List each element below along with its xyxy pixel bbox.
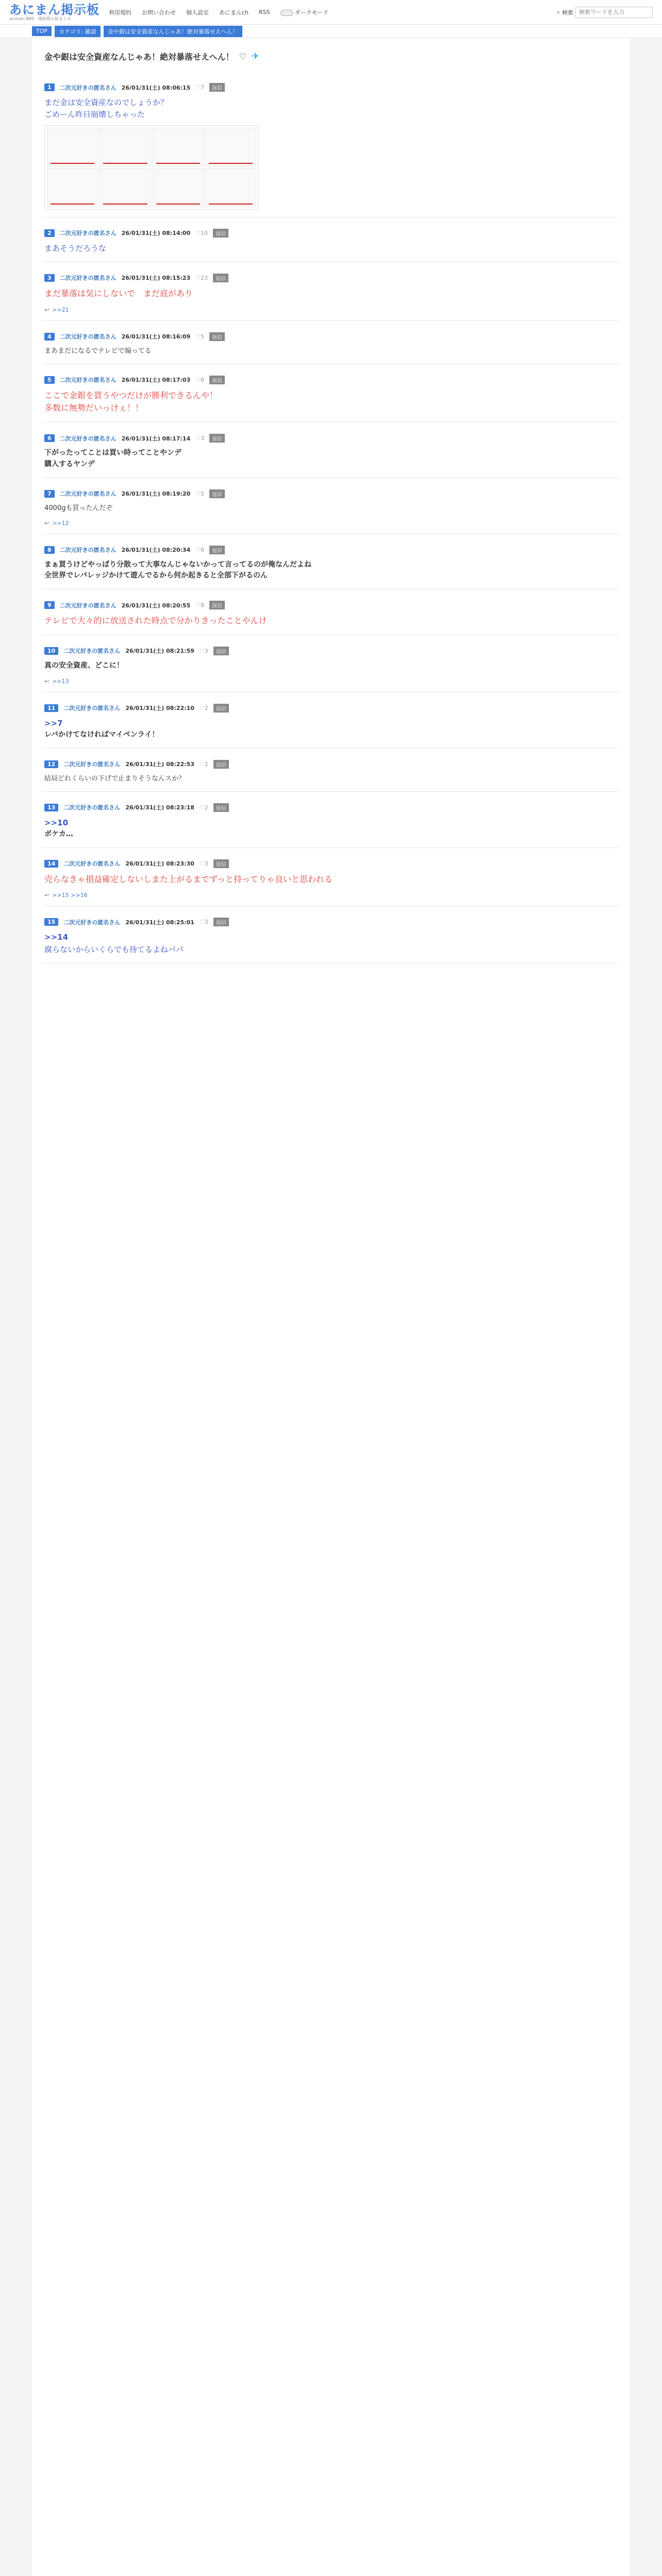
market-chart-tile — [153, 128, 204, 167]
poster-name: 二次元好きの匿名さん — [59, 547, 117, 554]
post-body — [44, 97, 618, 121]
chart-line — [103, 150, 147, 164]
market-chart-tile — [100, 168, 151, 207]
nav-rss[interactable]: RSS — [259, 9, 270, 15]
list-item — [42, 749, 620, 792]
market-chart-tile — [153, 168, 204, 207]
post-number[interactable]: 4 — [44, 333, 55, 341]
list-item — [42, 692, 620, 749]
post-number[interactable]: 6 — [44, 434, 55, 442]
search-icon[interactable]: ⌕ — [556, 8, 560, 15]
good-count[interactable]: ♡10 — [195, 229, 208, 236]
post-line: ここで金銀を買うやつだけが勝利できるんや！ — [44, 390, 218, 400]
post-header — [44, 704, 618, 713]
dark-mode-toggle[interactable] — [280, 8, 329, 16]
reply-button[interactable]: 返信 — [209, 83, 225, 92]
post-number[interactable]: 13 — [44, 804, 58, 811]
reply-refs — [44, 520, 618, 527]
breadcrumb-thread[interactable]: 金や銀は安全資産なんじゃあ！絶対暴落せえへん！ — [104, 26, 242, 37]
reply-anchor[interactable]: >>14 — [44, 933, 69, 942]
post-body — [44, 660, 618, 672]
post-body — [44, 448, 618, 470]
chart-line — [51, 150, 94, 164]
dark-mode-label: ダークモード — [294, 9, 329, 16]
post-header — [44, 601, 618, 609]
list-item — [42, 589, 620, 635]
reply-icon: ↩ — [44, 519, 49, 527]
list-item — [42, 478, 620, 534]
reply-refs — [44, 678, 618, 685]
post-body — [44, 503, 618, 514]
post-body — [44, 287, 618, 300]
post-body — [44, 346, 618, 357]
poster-name: 二次元好きの匿名さん — [63, 761, 121, 768]
market-chart-tile — [205, 168, 256, 207]
list-item — [42, 792, 620, 848]
reply-button[interactable]: 返信 — [213, 647, 229, 655]
poster-name: 二次元好きの匿名さん — [63, 919, 121, 926]
page-title: 金や銀は安全資産なんじゃあ！絶対暴落せえへん！ — [44, 52, 234, 62]
reply-anchor[interactable]: >>10 — [44, 818, 69, 827]
chart-line — [209, 191, 253, 205]
post-number[interactable]: 5 — [44, 376, 55, 384]
list-item — [42, 321, 620, 364]
post-header — [44, 859, 618, 868]
nav-terms[interactable]: 利用規約 — [109, 9, 131, 16]
good-count[interactable]: ♡2 — [199, 804, 208, 811]
reply-refs — [44, 892, 618, 899]
post-header — [44, 332, 618, 341]
post-date: 26/01/31(土) 08:23:30 — [125, 860, 194, 868]
reply-ref-link[interactable]: >>15 >>16 — [52, 892, 88, 899]
post-date: 26/01/31(土) 08:06:15 — [121, 84, 191, 91]
reply-button[interactable]: 返信 — [213, 229, 228, 238]
post-line: 下がったってことは買い時ってことやンデ — [44, 449, 181, 457]
post-number[interactable]: 14 — [44, 860, 58, 868]
market-chart-tile — [47, 128, 98, 167]
reply-ref-link[interactable]: >>13 — [52, 677, 69, 685]
post-line: 全世界でレバレッジかけて遊んでるから何か起きると全部下がるのん — [44, 571, 268, 580]
post-line: 多数に無勢だいっけぇ！！ — [44, 403, 144, 413]
thread-title-row — [42, 46, 620, 72]
good-count[interactable]: ♡8 — [195, 602, 205, 609]
reply-button[interactable]: 返信 — [213, 274, 228, 282]
post-header — [44, 647, 618, 655]
post-header — [44, 274, 618, 282]
post-date: 26/01/31(土) 08:25:01 — [125, 919, 194, 926]
post-line: ボケカ… — [44, 829, 73, 838]
post-number[interactable]: 7 — [44, 490, 55, 498]
post-line: まだ暴落は気にしないで まだ底があり — [44, 288, 193, 298]
breadcrumb-category[interactable]: カテゴリ: 雑談 — [55, 26, 101, 37]
post-date: 26/01/31(土) 08:21:59 — [125, 648, 194, 655]
thread-main — [32, 38, 630, 2576]
poster-name: 二次元好きの匿名さん — [59, 490, 117, 498]
post-header — [44, 83, 618, 92]
list-item — [42, 534, 620, 589]
poster-name: 二次元好きの匿名さん — [59, 435, 117, 442]
reply-button[interactable]: 返信 — [213, 918, 229, 926]
top-nav — [109, 8, 328, 16]
poster-name: 二次元好きの匿名さん — [59, 230, 117, 236]
post-date: 26/01/31(土) 08:23:18 — [125, 804, 194, 811]
list-item — [42, 422, 620, 478]
post-body — [44, 615, 618, 628]
poster-name: 二次元好きの匿名さん — [59, 333, 117, 341]
post-header — [44, 546, 618, 554]
reply-ref-link[interactable]: >>21 — [52, 306, 69, 313]
reply-button[interactable]: 返信 — [209, 489, 225, 498]
poster-name: 二次元好きの匿名さん — [59, 602, 117, 609]
post-date: 26/01/31(土) 08:17:03 — [121, 377, 191, 384]
post-line: まあまだになるでテレビで煽ってる — [44, 347, 152, 355]
post-list — [42, 72, 620, 963]
reply-icon: ↩ — [44, 306, 49, 313]
post-body — [44, 774, 618, 784]
reply-button[interactable]: 返信 — [213, 760, 229, 769]
logo-text[interactable]: あにまん掲示板 — [9, 2, 100, 17]
list-item — [42, 906, 620, 963]
good-count[interactable]: ♡3 — [195, 435, 205, 442]
toggle-switch-icon[interactable] — [280, 10, 293, 16]
post-line: 4000gも買ったんだぞ — [44, 504, 113, 512]
post-line: まぁ買うけどやっぱり分散って大事なんじゃないかって言ってるのが俺なんだよね — [44, 560, 311, 569]
post-line: 結局どれくらいの下げで止まりそうなんスか？ — [44, 774, 186, 783]
list-item — [42, 72, 620, 217]
post-number[interactable]: 2 — [44, 229, 55, 237]
post-number[interactable]: 3 — [44, 274, 55, 282]
post-date: 26/01/31(土) 08:14:00 — [121, 230, 191, 236]
nav-contact[interactable]: お問い合わせ — [142, 9, 176, 16]
post-header — [44, 760, 618, 769]
post-date: 26/01/31(土) 08:15:23 — [121, 275, 191, 282]
like-icon[interactable]: ♡ — [239, 52, 247, 61]
list-item — [42, 635, 620, 692]
nav-animanch[interactable]: あにまんch — [219, 9, 249, 16]
reply-ref-link[interactable]: >>12 — [52, 519, 69, 527]
post-line: 売らなきゃ損益確定しないしまた上がるまでずっと持ってりゃ良いと思われる — [44, 874, 333, 884]
post-header — [44, 918, 618, 926]
site-logo[interactable] — [9, 4, 100, 21]
post-body — [44, 389, 618, 415]
post-number[interactable]: 12 — [44, 760, 58, 768]
post-header — [44, 376, 618, 384]
search-input[interactable] — [575, 7, 653, 18]
post-date: 26/01/31(土) 08:22:53 — [125, 761, 194, 768]
reply-button[interactable]: 返信 — [209, 546, 225, 554]
chart-line — [156, 191, 200, 205]
good-count[interactable]: ♡3 — [199, 860, 208, 867]
reply-icon: ↩ — [44, 892, 49, 899]
post-line: テレビで大々的に放送された時点で分かりきったことやんけ — [44, 616, 267, 626]
poster-name: 二次元好きの匿名さん — [63, 648, 121, 655]
poster-name: 二次元好きの匿名さん — [63, 860, 121, 868]
reply-button[interactable]: 返信 — [209, 376, 225, 384]
poster-name: 二次元好きの匿名さん — [59, 275, 117, 282]
reply-refs — [44, 307, 618, 313]
reply-button[interactable]: 返信 — [213, 704, 229, 713]
post-body — [44, 243, 618, 255]
post-number[interactable]: 15 — [44, 918, 58, 926]
chart-line — [209, 150, 253, 164]
post-body — [44, 560, 618, 582]
reply-button[interactable]: 返信 — [213, 859, 229, 868]
twitter-share-icon[interactable]: ✈ — [252, 51, 260, 62]
breadcrumb-top[interactable]: TOP — [32, 26, 52, 36]
site-header — [0, 0, 662, 25]
post-number[interactable]: 9 — [44, 601, 55, 609]
reply-button[interactable]: 返信 — [209, 332, 225, 341]
post-date: 26/01/31(土) 08:17:14 — [121, 435, 191, 442]
breadcrumb — [0, 25, 662, 38]
post-body — [44, 718, 618, 741]
post-number[interactable]: 11 — [44, 704, 58, 712]
list-item — [42, 262, 620, 321]
post-date: 26/01/31(土) 08:20:55 — [121, 602, 191, 609]
poster-name: 二次元好きの匿名さん — [59, 84, 117, 91]
good-count[interactable]: ♡2 — [199, 760, 208, 768]
post-number[interactable]: 1 — [44, 83, 55, 91]
chart-line — [156, 150, 200, 164]
market-chart-tile — [100, 128, 151, 167]
chart-line — [51, 191, 94, 205]
good-count[interactable]: ♡3 — [199, 919, 208, 926]
post-line: まだ金は安全資産なのでしょうか？ — [44, 98, 169, 107]
post-number[interactable]: 8 — [44, 546, 55, 554]
post-image[interactable] — [44, 125, 259, 210]
good-count[interactable]: ♡2 — [199, 704, 208, 711]
reply-button[interactable]: 返信 — [213, 803, 229, 812]
good-count[interactable]: ♡7 — [195, 84, 205, 91]
post-header — [44, 434, 618, 443]
post-number[interactable]: 10 — [44, 647, 58, 655]
good-count[interactable]: ♡6 — [195, 376, 205, 383]
poster-name: 二次元好きの匿名さん — [63, 705, 121, 712]
post-date: 26/01/31(土) 08:22:10 — [125, 705, 194, 712]
post-date: 26/01/31(土) 08:16:09 — [121, 333, 191, 341]
search-label: 検索 — [562, 9, 573, 16]
poster-name: 二次元好きの匿名さん — [63, 804, 121, 811]
post-line: ごめーん昨日崩壊しちゃった — [44, 110, 145, 120]
post-line: 購入するヤンデ — [44, 460, 95, 468]
post-body — [44, 931, 618, 956]
logo-subtitle: animan BBS · 漫画掲示板まとめ — [9, 16, 72, 21]
poster-name: 二次元好きの匿名さん — [59, 377, 117, 384]
post-line: 腐らないからいくらでも待てるよねパパ — [44, 944, 184, 954]
good-count[interactable]: ♡5 — [195, 333, 205, 340]
post-line: まあそうだろうな — [44, 243, 107, 253]
reply-button[interactable]: 返信 — [209, 601, 225, 609]
reply-button[interactable]: 返信 — [209, 434, 225, 443]
market-chart-tile — [47, 168, 98, 207]
good-count[interactable]: ♡23 — [195, 274, 208, 281]
nav-settings[interactable]: 個人設定 — [186, 9, 209, 16]
post-header — [44, 229, 618, 238]
post-date: 26/01/31(土) 08:19:20 — [121, 490, 191, 498]
search-box — [557, 7, 653, 18]
post-line: 真の安全資産、どこに！ — [44, 661, 124, 670]
post-date: 26/01/31(土) 08:20:34 — [121, 547, 191, 554]
good-count[interactable]: ♡3 — [199, 647, 208, 654]
list-item — [42, 848, 620, 907]
post-header — [44, 803, 618, 812]
reply-anchor[interactable]: >>7 — [44, 718, 63, 728]
good-count[interactable]: ♡6 — [195, 546, 205, 553]
list-item — [42, 217, 620, 262]
reply-icon: ↩ — [44, 677, 49, 685]
market-chart-tile — [205, 128, 256, 167]
list-item — [42, 364, 620, 423]
post-header — [44, 489, 618, 498]
post-body — [44, 873, 618, 886]
post-line: レバかけてなければマイペンライ！ — [44, 730, 159, 739]
post-body — [44, 817, 618, 840]
chart-line — [103, 191, 147, 205]
good-count[interactable]: ♡5 — [195, 490, 205, 497]
